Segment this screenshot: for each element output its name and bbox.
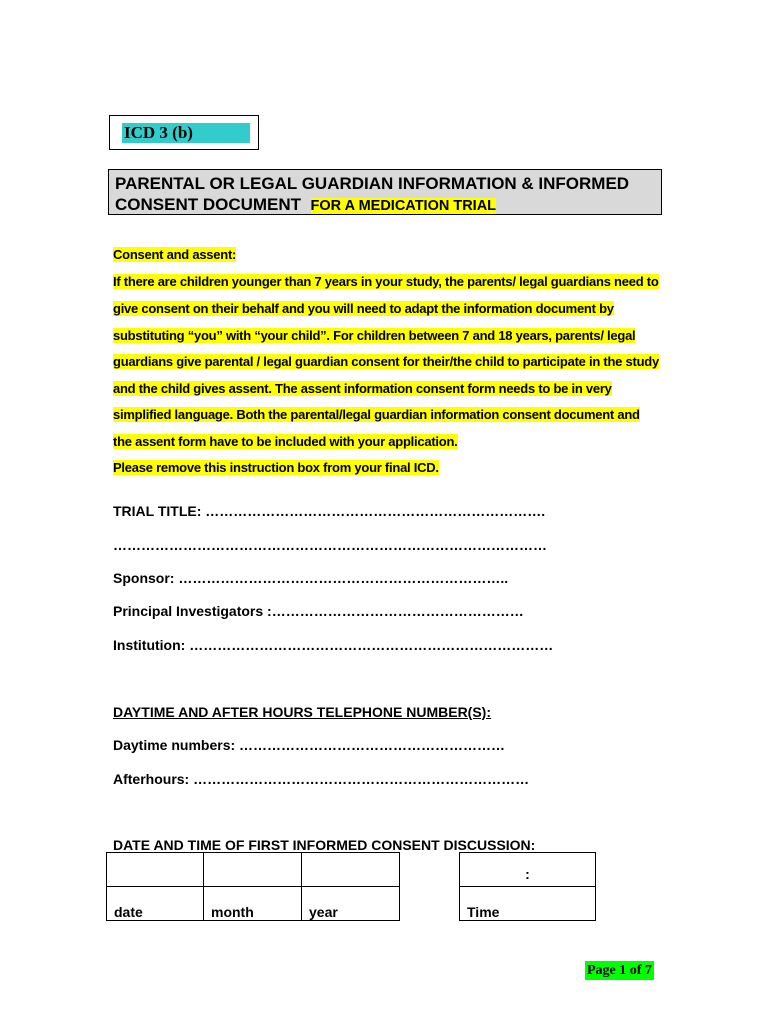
time-label: Time xyxy=(460,887,596,921)
instruction-line: the assent form have to be included with your application. xyxy=(113,434,458,449)
instruction-line: If there are children younger than 7 years in your study, the parents/ legal guardians need to xyxy=(113,274,659,289)
afterhours-field[interactable]: Afterhours: ……………………………………………………………… xyxy=(113,771,530,787)
trial-title-field[interactable]: TRIAL TITLE: ………………………………………………………………. xyxy=(113,503,546,519)
page-number: Page 1 of 7 xyxy=(587,963,652,978)
instruction-line: Please remove this instruction box from your final ICD. xyxy=(113,460,439,475)
time-separator: : xyxy=(525,866,530,882)
icd-label: ICD 3 (b) xyxy=(122,123,250,143)
title-line-2-text: CONSENT DOCUMENT xyxy=(115,195,302,214)
instruction-line: Consent and assent: xyxy=(113,247,237,262)
date-label: date xyxy=(107,887,204,921)
daytime-numbers-field[interactable]: Daytime numbers: ………………………………………………… xyxy=(113,737,506,753)
instruction-line: give consent on their behalf and you will need to adapt the information document by xyxy=(113,301,614,316)
consent-discussion-heading: DATE AND TIME OF FIRST INFORMED CONSENT DISCUSSION: xyxy=(113,837,536,853)
date-input-cell[interactable] xyxy=(107,853,204,887)
document-title-box xyxy=(108,169,662,215)
phone-section-heading: DAYTIME AND AFTER HOURS TELEPHONE NUMBER(S): xyxy=(113,704,492,720)
title-highlight: FOR A MEDICATION TRIAL xyxy=(310,198,497,214)
title-line-2 xyxy=(115,194,661,217)
time-input-cell[interactable] xyxy=(460,853,596,887)
instruction-line: simplified language. Both the parental/legal guardian information consent document and xyxy=(113,407,640,422)
instruction-line: substituting “you” with “your child”. For children between 7 and 18 years, parents/ legal xyxy=(113,328,636,343)
month-input-cell[interactable] xyxy=(204,853,302,887)
year-label: year xyxy=(302,887,400,921)
date-table xyxy=(106,852,400,921)
principal-investigators-field[interactable]: Principal Investigators :……………………………………………… xyxy=(113,603,524,619)
year-input-cell[interactable] xyxy=(302,853,400,887)
instruction-line: and the child gives assent. The assent information consent form needs to be in very xyxy=(113,381,612,396)
institution-field[interactable]: Institution: …………………………………………………………………… xyxy=(113,637,554,653)
instruction-line: guardians give parental / legal guardian consent for their/the child to participate in the study xyxy=(113,354,659,369)
month-label: month xyxy=(204,887,302,921)
title-line-1: PARENTAL OR LEGAL GUARDIAN INFORMATION & INFORMED xyxy=(115,174,630,193)
time-table xyxy=(459,852,596,921)
icd-tag-box xyxy=(109,115,259,150)
trial-title-continuation[interactable]: ………………………………………………………………………………… xyxy=(113,537,547,553)
sponsor-field[interactable]: Sponsor: …………………………………………………………….. xyxy=(113,570,509,586)
